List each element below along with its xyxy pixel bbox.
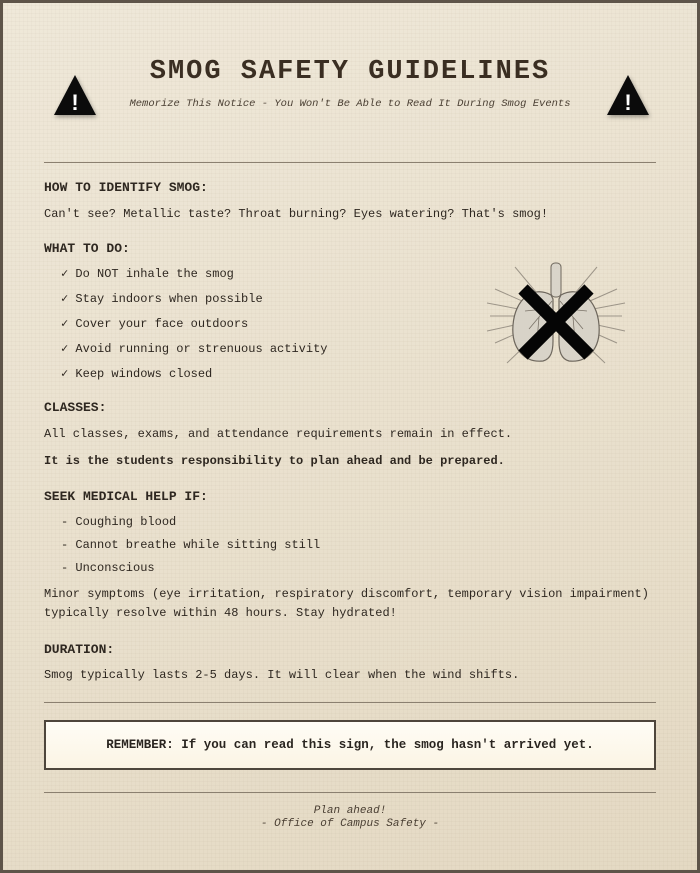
list-item: ✓ Do NOT inhale the smog [61,267,234,281]
identify-text: Can't see? Metallic taste? Throat burning? Eyes watering? That's smog! [44,207,549,221]
list-item: - Cannot breathe while sitting still [61,538,321,552]
footer-signature: - Office of Campus Safety - [260,818,440,830]
warning-symbol: ! [71,90,79,115]
list-item: - Unconscious [61,561,155,575]
list-item: - Coughing blood [61,515,177,529]
list-item: ✓ Avoid running or strenuous activity [61,342,328,356]
crossed-out-lungs-icon [485,259,627,373]
list-item: ✓ Cover your face outdoors [61,317,249,331]
classes-text: All classes, exams, and attendance requirements remain in effect. [44,427,513,441]
list-item: ✓ Stay indoors when possible [61,292,263,306]
duration-text: Smog typically lasts 2-5 days. It will clear when the wind shifts. [44,668,520,682]
warning-triangle-icon [605,73,651,117]
page-subtitle: Memorize This Notice - You Won't Be Able to Read It During Smog Events [129,98,571,110]
remember-notice [44,720,656,770]
classes-responsibility-text: It is the students responsibility to plan ahead and be prepared. [44,454,505,468]
remember-text: REMEMBER: If you can read this sign, the smog hasn't arrived yet. [106,738,594,752]
duration-heading: DURATION: [44,642,115,657]
identify-heading: HOW TO IDENTIFY SMOG: [44,180,208,195]
page-title: SMOG SAFETY GUIDELINES [149,57,551,87]
classes-heading: CLASSES: [44,400,107,415]
medical-note: Minor symptoms (eye irritation, respiratory discomfort, temporary vision impairment) typically resolve within 48 hours. Stay hydrated! [44,587,649,620]
medical-list [61,515,320,584]
divider [44,702,656,703]
footer-line-plan: Plan ahead! [313,805,387,817]
what-to-do-heading: WHAT TO DO: [44,241,130,256]
warning-symbol: ! [624,90,632,115]
list-item: ✓ Keep windows closed [61,367,213,381]
what-to-do-list [61,266,327,391]
divider [44,792,656,793]
medical-heading: SEEK MEDICAL HELP IF: [44,489,208,504]
divider [44,162,656,163]
